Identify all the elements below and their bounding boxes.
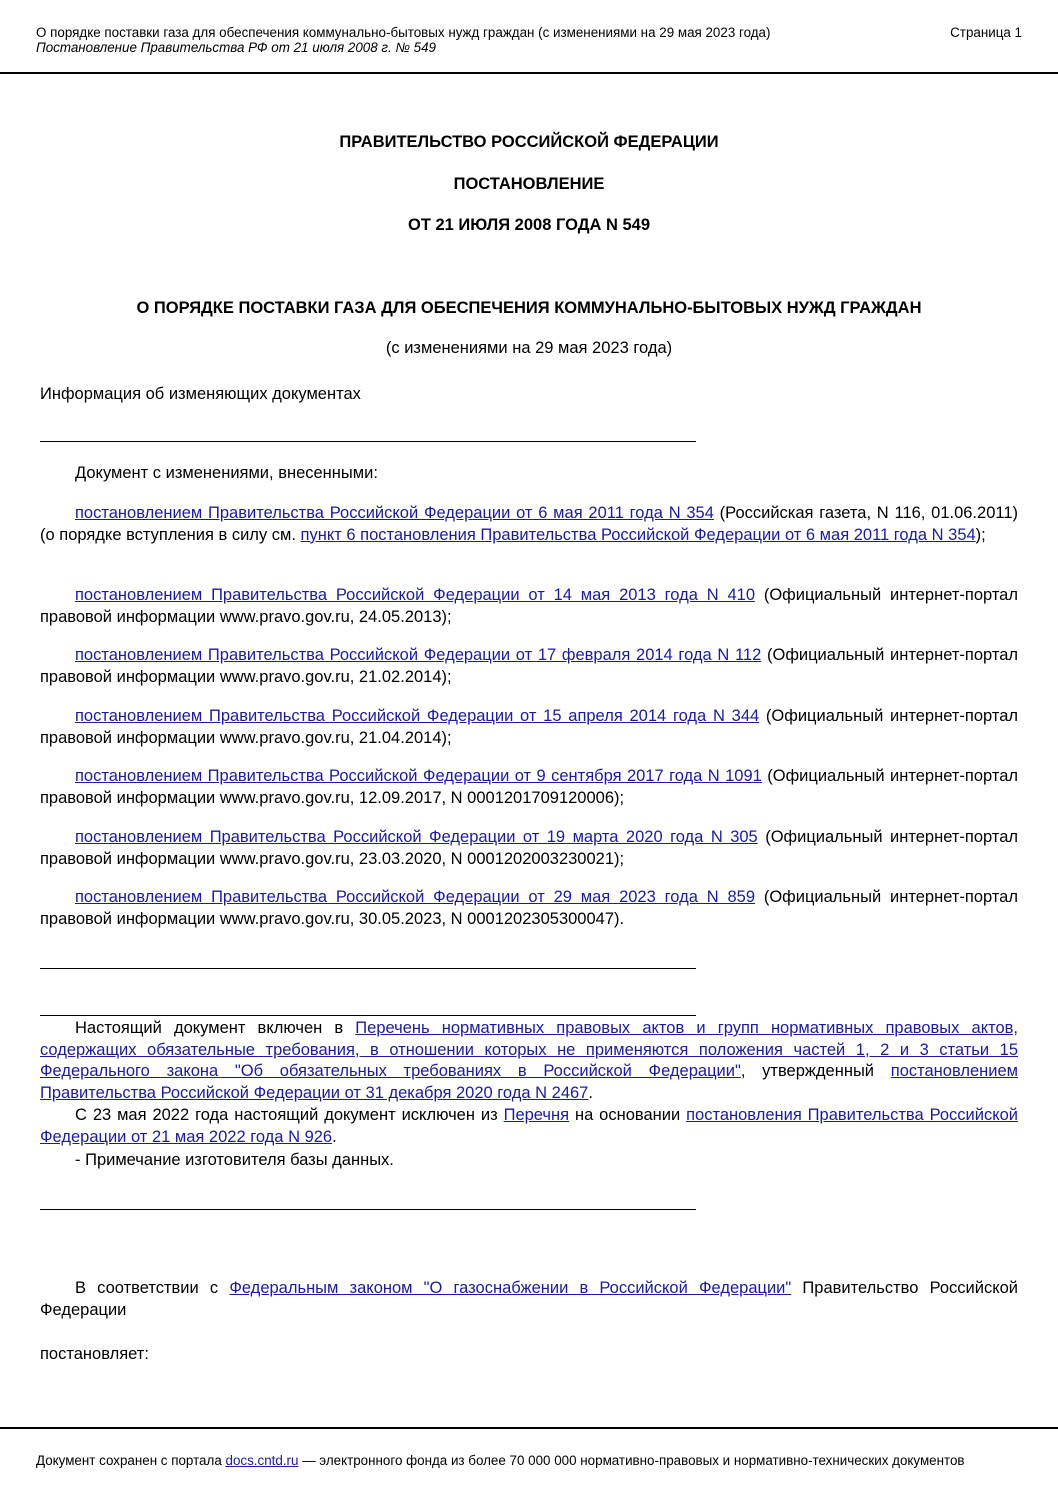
government-heading: ПРАВИТЕЛЬСТВО РОССИЙСКОЙ ФЕДЕРАЦИИ: [339, 133, 719, 151]
gas-supply-law-link[interactable]: Федеральным законом "О газоснабжении в Российской Федерации": [229, 1279, 792, 1297]
portal-link[interactable]: docs.cntd.ru: [225, 1453, 299, 1468]
amendments-intro: Документ с изменениями, внесенными:: [75, 464, 378, 482]
amendment-link-secondary[interactable]: пункт 6 постановления Правительства Российской Федерации от 6 мая 2011 года N 354: [300, 525, 976, 544]
amendment-tail: );: [975, 525, 986, 544]
amendment-item: [40, 645, 1018, 688]
amendment-link[interactable]: постановлением Правительства Российской Федерации от 15 апреля 2014 года N 344: [75, 707, 760, 725]
amendments-info-heading: Информация об изменяющих документах: [40, 385, 361, 403]
amendment-item: [40, 766, 1018, 809]
amendment-link[interactable]: постановлением Правительства Российской Федерации от 9 сентября 2017 года N 1091: [75, 767, 762, 785]
separator-line: [40, 968, 696, 969]
resolves-label: постановляет:: [40, 1345, 149, 1363]
amendment-source: (Официальный интернет-портал правовой информации www.pravo.gov.ru, 23.03.2020, N 0001202003230021);: [40, 828, 1019, 868]
preamble: В соответствии с Федеральным законом "О газоснабжении в Российской Федерации" Правительство Российской Федерации: [40, 1279, 1019, 1319]
amendment-link[interactable]: постановлением Правительства Российской Федерации от 29 мая 2023 года N 859: [75, 888, 755, 906]
amendment-link[interactable]: постановлением Правительства Российской Федерации от 6 мая 2011 года N 354: [75, 504, 714, 522]
amendment-source: (Официальный интернет-портал правовой информации www.pravo.gov.ru, 21.04.2014);: [40, 707, 1018, 747]
database-note-exclusion: С 23 мая 2022 года настоящий документ исключен из Перечня на основании постановления Правительства Российской Федерации от 21 мая 2022 года N 926.: [40, 1106, 1019, 1146]
perechnya-link[interactable]: Перечня: [503, 1106, 570, 1124]
footer-divider: [0, 1427, 1058, 1429]
header-divider: [0, 72, 1058, 74]
footer-note: Документ сохранен с портала docs.cntd.ru — электронного фонда из более 70 000 000 нормативно-правовых и нормативно-технических документов: [36, 1453, 965, 1468]
document-edition: (с изменениями на 29 мая 2023 года): [385, 339, 673, 357]
amendment-link[interactable]: постановлением Правительства Российской Федерации от 19 марта 2020 года N 305: [75, 828, 758, 846]
amendment-source: (Официальный интернет-портал правовой информации www.pravo.gov.ru, 24.05.2013);: [40, 586, 1018, 626]
amendment-item: [40, 887, 1018, 930]
amendment-source: (Официальный интернет-портал правовой информации www.pravo.gov.ru, 30.05.2023, N 0001202305300047).: [40, 888, 1018, 928]
document-type-heading: ПОСТАНОВЛЕНИЕ: [453, 175, 605, 193]
amendment-source: (Официальный интернет-портал правовой информации www.pravo.gov.ru, 21.02.2014);: [40, 646, 1018, 686]
document-title: О ПОРЯДКЕ ПОСТАВКИ ГАЗА ДЛЯ ОБЕСПЕЧЕНИЯ КОММУНАЛЬНО-БЫТОВЫХ НУЖД ГРАЖДАН: [136, 299, 922, 317]
amendment-link[interactable]: постановлением Правительства Российской Федерации от 17 февраля 2014 года N 112: [75, 646, 762, 664]
document-date-number: ОТ 21 ИЮЛЯ 2008 ГОДА N 549: [407, 216, 651, 234]
amendment-item: [40, 585, 1018, 628]
header-document-title: О порядке поставки газа для обеспечения коммунально-бытовых нужд граждан (с изменениями на 29 мая 2023 года): [36, 25, 771, 40]
database-note-inclusion: Настоящий документ включен в Перечень нормативных правовых актов и групп нормативных правовых актов, содержащих обязательные требования, в отношении которых не применяются положения частей 1, 2 и 3 статьи 15 Федерального закона "Об обязательных требованиях в Российской Федерации", утвержденный постановлением Правительства Российской Федерации от 31 декабря 2020 года N 2467.: [40, 1019, 1019, 1102]
amendment-item: [40, 706, 1018, 749]
amendment-link[interactable]: постановлением Правительства Российской Федерации от 14 мая 2013 года N 410: [75, 586, 755, 604]
amendment-source: (Российская газета, N 116, 01.06.2011) (о порядке вступления в силу см.: [40, 504, 1018, 544]
database-note-label: - Примечание изготовителя базы данных.: [75, 1151, 394, 1169]
separator-line: [40, 1209, 696, 1210]
separator-line: [40, 441, 696, 442]
amendment-source: (Официальный интернет-портал правовой информации www.pravo.gov.ru, 12.09.2017, N 0001201709120006);: [40, 767, 1018, 807]
resolution-2467-link[interactable]: постановлением Правительства Российской Федерации от 31 декабря 2020 года N 2467: [40, 1062, 1019, 1102]
perechen-link[interactable]: Перечень нормативных правовых актов и групп нормативных правовых актов, содержащих обязательные требования, в отношении которых не применяются положения частей 1, 2 и 3 статьи 15 Федерального закона "Об обязательных требованиях в Российской Федерации": [40, 1019, 1018, 1080]
separator-line: [40, 1015, 696, 1016]
amendment-item: [40, 503, 1018, 546]
resolution-926-link[interactable]: постановления Правительства Российской Федерации от 21 мая 2022 года N 926: [40, 1106, 1019, 1146]
header-document-subtitle: Постановление Правительства РФ от 21 июля 2008 г. № 549: [36, 40, 436, 55]
header-page-number: Страница 1: [950, 25, 1022, 40]
amendment-item: [40, 827, 1018, 870]
